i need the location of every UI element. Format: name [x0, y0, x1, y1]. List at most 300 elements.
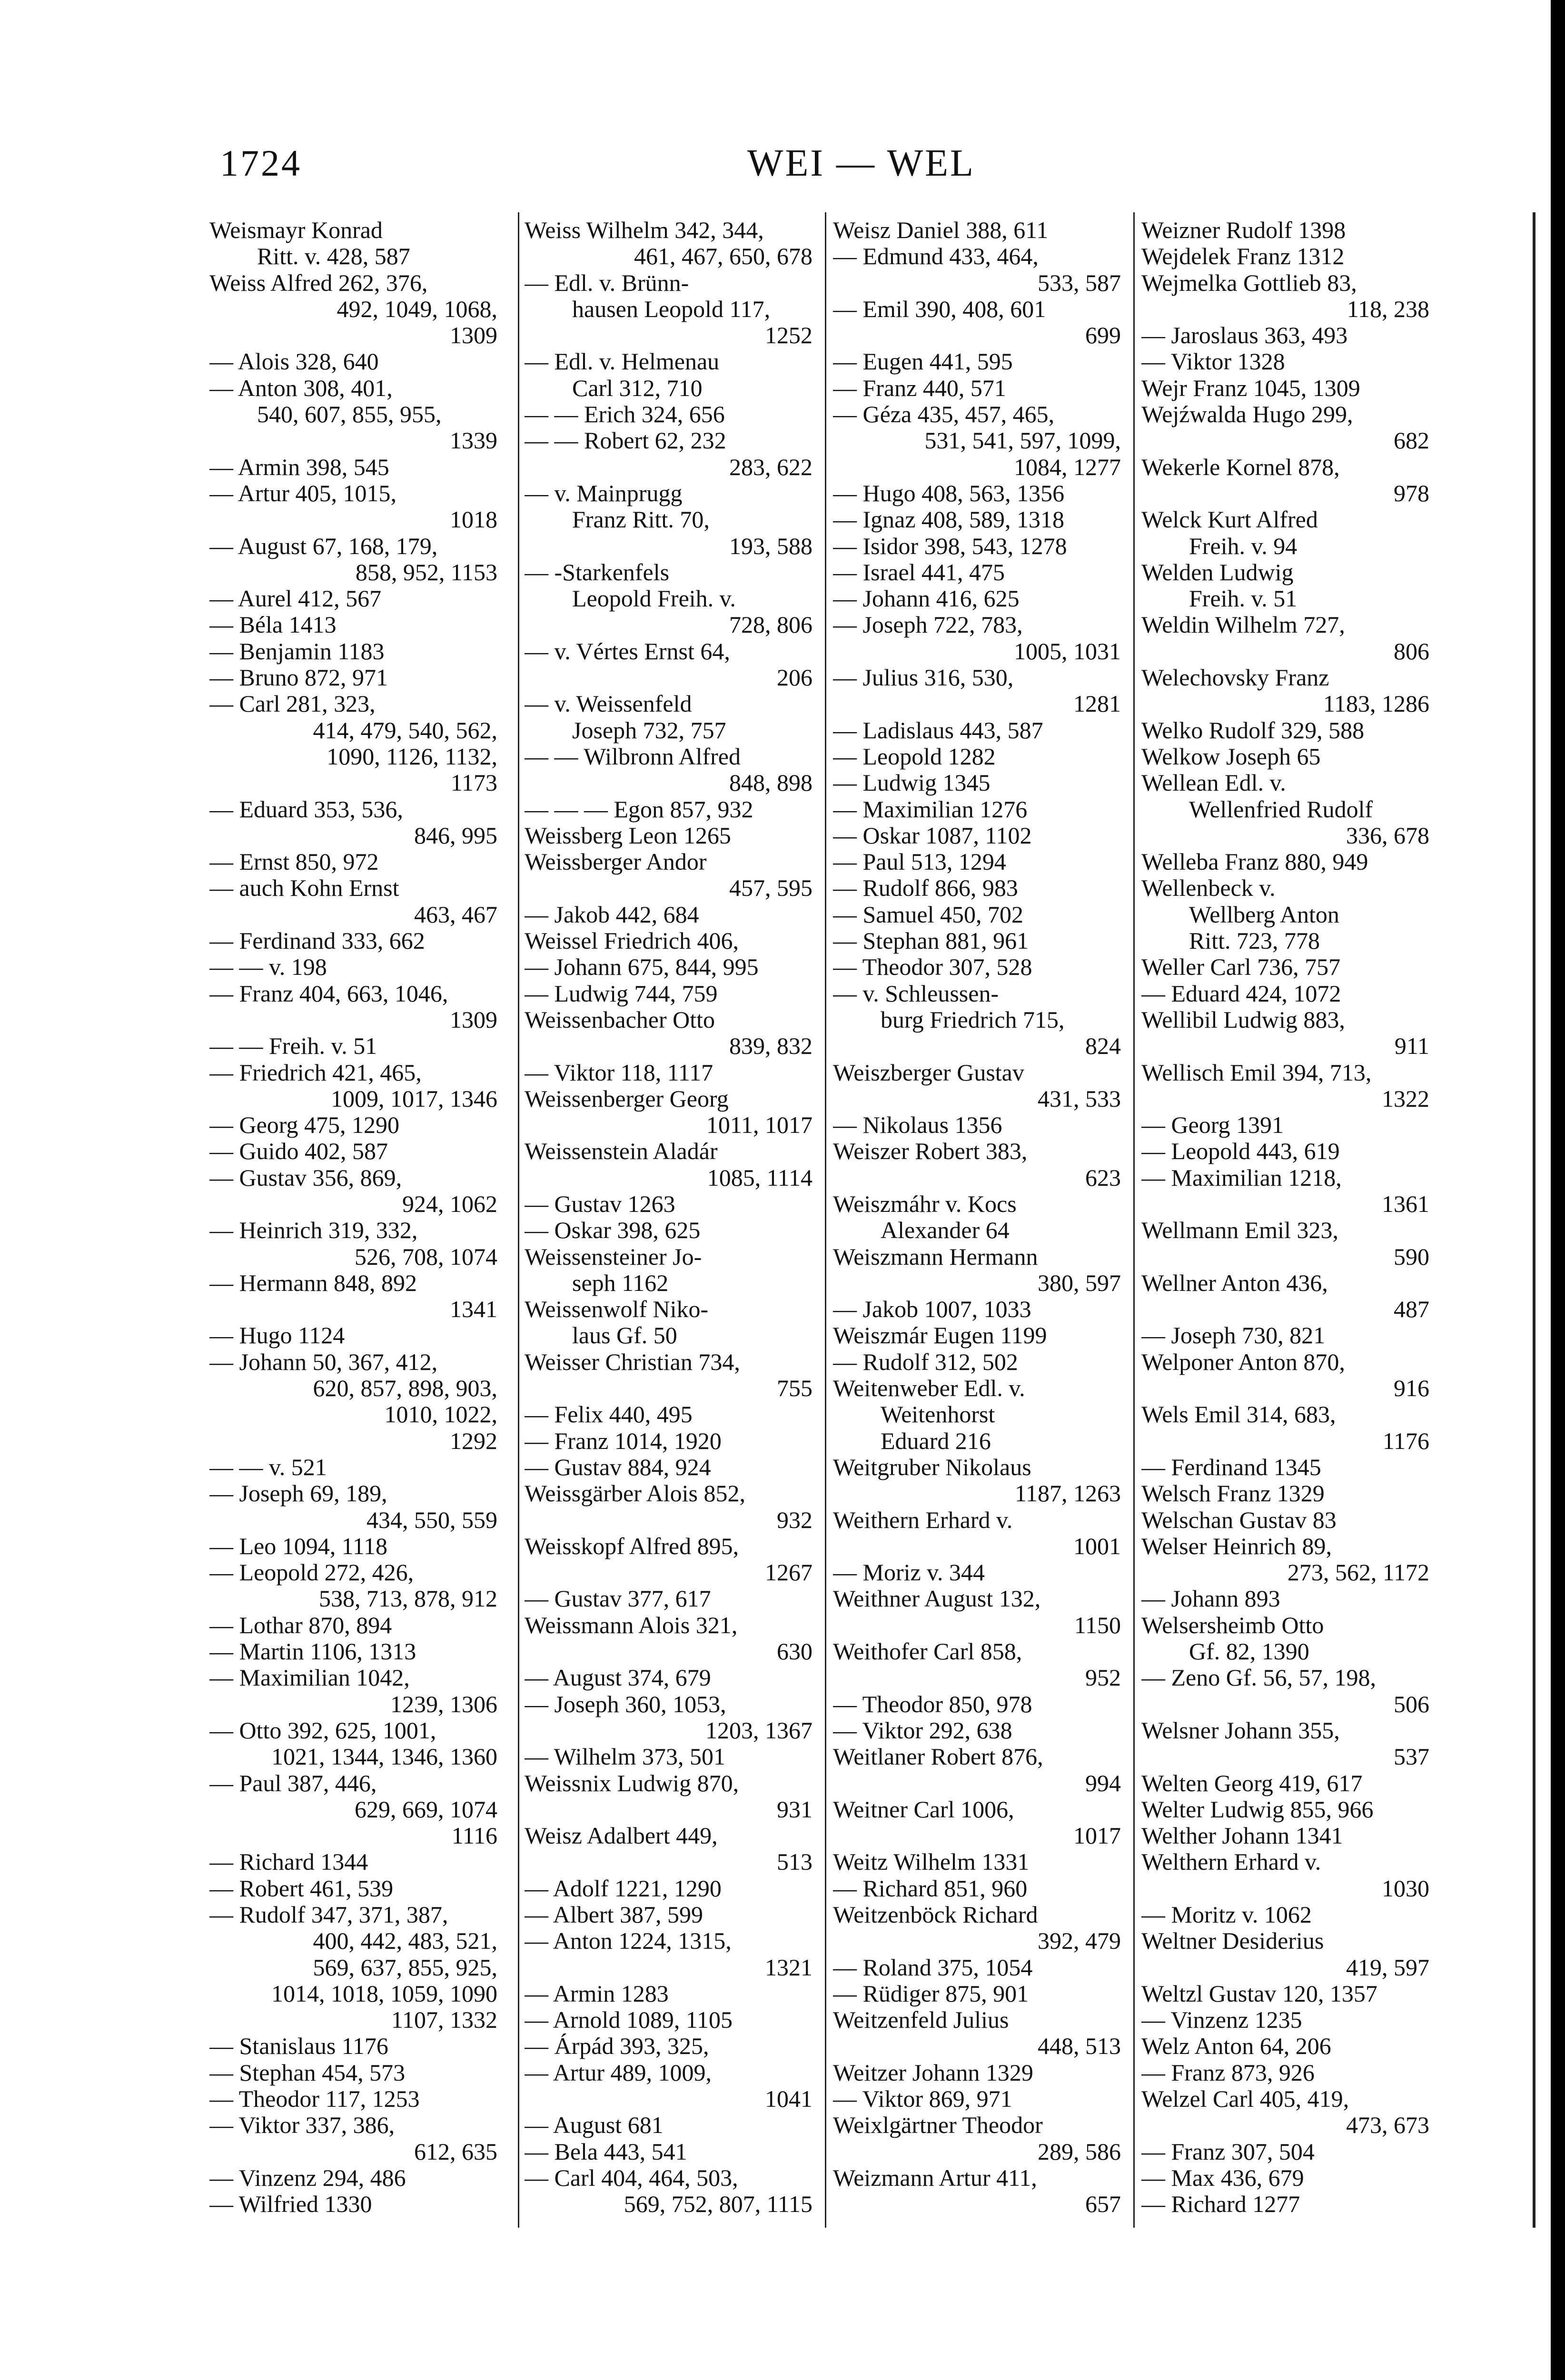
index-entry: Weitlaner Robert 876, [833, 1744, 1043, 1770]
index-entry: Weitner Carl 1006, [833, 1796, 1014, 1823]
index-entry: — Vinzenz 294, 486 [209, 2164, 406, 2191]
index-entry: — -Starkenfels [525, 559, 670, 585]
index-entry: Joseph 732, 757 [572, 717, 726, 744]
column-rule [825, 212, 826, 2228]
index-entry: — Leopold 272, 426, [209, 1559, 414, 1586]
index-entry-continuation: 1281 [1073, 691, 1121, 717]
index-entry: — Árpád 393, 325, [525, 2033, 709, 2060]
index-entry-continuation: 623 [1085, 1164, 1121, 1191]
index-entry-continuation: 531, 541, 597, 1099, [924, 427, 1121, 454]
index-entry: — August 67, 168, 179, [209, 533, 438, 559]
index-entry-continuation: 1030 [1382, 1875, 1429, 1902]
index-entry-continuation: 858, 952, 1153 [355, 559, 497, 585]
index-entry: Weismayr Konrad [209, 217, 383, 243]
index-entry: Weltner Desiderius [1141, 1928, 1324, 1954]
index-entry: — Wilfried 1330 [209, 2191, 372, 2218]
index-entry: Weissberger Andor [525, 849, 707, 875]
index-entry: Weissmann Alois 321, [525, 1612, 738, 1638]
index-entry: Wels Emil 314, 683, [1141, 1401, 1336, 1428]
index-entry: Welko Rudolf 329, 588 [1141, 717, 1365, 744]
index-entry: Welter Ludwig 855, 966 [1141, 1796, 1374, 1823]
index-entry: — Anton 1224, 1315, [525, 1928, 732, 1954]
index-entry: Weisz Daniel 388, 611 [833, 217, 1049, 243]
index-entry-continuation: 848, 898 [729, 770, 812, 796]
index-entry: Wellmann Emil 323, [1141, 1217, 1338, 1244]
index-entry: — Eduard 353, 536, [209, 796, 403, 823]
index-entry: Weissenwolf Niko- [525, 1296, 709, 1323]
index-entry-continuation: 1339 [450, 427, 497, 454]
index-entry-continuation: 682 [1394, 427, 1429, 454]
index-entry-continuation: 952 [1085, 1665, 1121, 1691]
index-entry: — Viktor 1328 [1141, 348, 1285, 375]
index-entry: — Rudolf 866, 983 [833, 875, 1018, 902]
index-entry: Wellean Edl. v. [1141, 770, 1286, 796]
index-entry-continuation: 839, 832 [729, 1033, 812, 1060]
index-entry-continuation: 473, 673 [1346, 2112, 1429, 2139]
index-entry: Welsch Franz 1329 [1141, 1480, 1325, 1507]
index-entry-continuation: 392, 479 [1038, 1928, 1121, 1954]
index-entry-continuation: 1090, 1126, 1132, [327, 743, 497, 770]
index-entry: — Samuel 450, 702 [833, 901, 1023, 928]
index-entry: — Viktor 869, 971 [833, 2086, 1012, 2112]
index-entry: Wellberg Anton [1189, 901, 1339, 928]
index-entry: — Stephan 454, 573 [209, 2059, 406, 2086]
index-entry-continuation: 336, 678 [1346, 822, 1429, 849]
index-entry: — Gustav 377, 617 [525, 1586, 711, 1612]
index-column-3 [833, 217, 1121, 2235]
index-entry: Weissenberger Georg [525, 1085, 729, 1112]
index-entry-continuation: 419, 597 [1346, 1954, 1429, 1981]
index-entry-continuation: 1173 [450, 770, 497, 796]
index-entry: — Artur 405, 1015, [209, 480, 397, 506]
index-entry-continuation: 1309 [450, 322, 497, 349]
index-entry: — Richard 851, 960 [833, 1875, 1028, 1902]
index-entry-continuation: 513 [777, 1849, 812, 1875]
index-entry-continuation: 487 [1394, 1296, 1429, 1323]
index-entry: — Johann 416, 625 [833, 585, 1020, 612]
index-entry: — Ladislaus 443, 587 [833, 717, 1043, 744]
index-entry: — Béla 1413 [209, 612, 337, 638]
index-entry-continuation: 118, 238 [1347, 296, 1429, 322]
index-entry: — Ferdinand 333, 662 [209, 928, 425, 954]
index-entry-continuation: 506 [1394, 1691, 1429, 1717]
index-entry: — Zeno Gf. 56, 57, 198, [1141, 1665, 1376, 1691]
index-entry: — — Robert 62, 232 [525, 427, 726, 454]
index-entry-continuation: 380, 597 [1038, 1269, 1121, 1296]
index-entry: — Hermann 848, 892 [209, 1269, 417, 1296]
index-entry: — Emil 390, 408, 601 [833, 296, 1046, 322]
index-entry: — Aurel 412, 567 [209, 585, 382, 612]
index-entry-continuation: 1107, 1332 [391, 2007, 497, 2033]
index-entry: — Artur 489, 1009, [525, 2059, 712, 2086]
index-column-4 [1141, 217, 1429, 2235]
index-entry: — Paul 513, 1294 [833, 849, 1006, 875]
index-entry-continuation: 1085, 1114 [707, 1164, 812, 1191]
index-entry: — Georg 1391 [1141, 1112, 1284, 1139]
index-entry: — Carl 404, 464, 503, [525, 2164, 738, 2191]
index-entry-continuation: 283, 622 [729, 454, 812, 480]
index-entry: Carl 312, 710 [572, 375, 703, 401]
index-entry: Weisz Adalbert 449, [525, 1823, 718, 1849]
index-entry: Weiszmár Eugen 1199 [833, 1322, 1047, 1349]
index-entry: Weitzenböck Richard [833, 1902, 1038, 1928]
index-entry: Weisser Christian 734, [525, 1349, 740, 1375]
index-entry: — Ludwig 1345 [833, 770, 991, 796]
index-entry: — Adolf 1221, 1290 [525, 1875, 722, 1902]
index-entry: Wejźwalda Hugo 299, [1141, 401, 1353, 428]
index-entry-continuation: 434, 550, 559 [366, 1507, 497, 1533]
index-entry: Wellenbeck v. [1141, 875, 1276, 902]
index-entry: Leopold Freih. v. [572, 585, 736, 612]
index-entry: — Hugo 1124 [209, 1322, 345, 1349]
index-entry-continuation: 994 [1085, 1770, 1121, 1796]
index-entry-continuation: 273, 562, 1172 [1287, 1559, 1429, 1586]
index-entry: — Guido 402, 587 [209, 1138, 388, 1165]
index-entry-continuation: 1309 [450, 1006, 497, 1033]
index-entry: — Gustav 356, 869, [209, 1164, 402, 1191]
index-entry-continuation: 1183, 1286 [1323, 691, 1429, 717]
index-entry: Welther Johann 1341 [1141, 1823, 1343, 1849]
index-entry-continuation: 1341 [450, 1296, 497, 1323]
index-entry-continuation: 492, 1049, 1068, [337, 296, 497, 322]
index-entry: — Armin 1283 [525, 1980, 669, 2007]
index-entry-continuation: 431, 533 [1038, 1085, 1121, 1112]
index-entry: — Theodor 850, 978 [833, 1691, 1032, 1717]
index-entry: — Moritz v. 1062 [1141, 1902, 1312, 1928]
index-entry: — Max 436, 679 [1141, 2164, 1304, 2191]
index-entry: Freih. v. 94 [1189, 533, 1298, 559]
index-entry-continuation: 1239, 1306 [390, 1691, 497, 1717]
index-entry-continuation: 699 [1085, 322, 1121, 349]
index-column-2 [525, 217, 812, 2235]
index-entry: — Gustav 1263 [525, 1190, 675, 1217]
index-entry: Weitenhorst [881, 1401, 995, 1428]
index-entry: Welechovsky Franz [1141, 664, 1329, 691]
index-entry-continuation: 846, 995 [414, 822, 497, 849]
index-entry-continuation: 457, 595 [729, 875, 812, 902]
index-entry-continuation: 533, 587 [1038, 269, 1121, 296]
index-entry: Weiss Alfred 262, 376, [209, 269, 428, 296]
page-number: 1724 [220, 142, 302, 184]
index-entry: — Julius 316, 530, [833, 664, 1014, 691]
index-entry-continuation: 1010, 1022, [384, 1401, 497, 1428]
index-entry: Eduard 216 [881, 1428, 991, 1454]
index-entry: Weitz Wilhelm 1331 [833, 1849, 1030, 1875]
index-entry-continuation: 193, 588 [729, 533, 812, 559]
index-entry-continuation: 448, 513 [1038, 2033, 1121, 2060]
index-entry: Ritt. 723, 778 [1189, 928, 1320, 954]
index-entry: Weiszer Robert 383, [833, 1138, 1028, 1165]
index-entry-continuation: 569, 637, 855, 925, [313, 1954, 497, 1981]
index-entry-continuation: 463, 467 [414, 901, 497, 928]
index-entry: Weissnix Ludwig 870, [525, 1770, 739, 1796]
index-entry-continuation: 1252 [765, 322, 812, 349]
index-entry: — Otto 392, 625, 1001, [209, 1717, 436, 1744]
index-entry: — Heinrich 319, 332, [209, 1217, 418, 1244]
index-entry: — Rüdiger 875, 901 [833, 1980, 1029, 2007]
index-entry: — — Freih. v. 51 [209, 1033, 377, 1060]
index-entry: — — v. 198 [209, 954, 327, 981]
index-entry-continuation: 1021, 1344, 1346, 1360 [271, 1744, 497, 1770]
index-entry: — Johann 675, 844, 995 [525, 954, 759, 981]
index-entry: — — Wilbronn Alfred [525, 743, 741, 770]
index-entry: Welkow Joseph 65 [1141, 743, 1321, 770]
index-entry: Welschan Gustav 83 [1141, 1507, 1337, 1533]
index-entry: — Franz 307, 504 [1141, 2138, 1315, 2165]
index-entry: — Jakob 442, 684 [525, 901, 699, 928]
index-entry-continuation: 537 [1394, 1744, 1429, 1770]
index-entry: seph 1162 [572, 1269, 669, 1296]
index-entry-continuation: 1005, 1031 [1014, 638, 1121, 664]
index-entry: — Paul 387, 446, [209, 1770, 377, 1796]
index-entry: — Franz 404, 663, 1046, [209, 980, 448, 1007]
index-entry: Welleba Franz 880, 949 [1141, 849, 1368, 875]
index-entry: Weissberg Leon 1265 [525, 822, 731, 849]
index-entry: — Maximilian 1042, [209, 1665, 410, 1691]
index-entry: — Hugo 408, 563, 1356 [833, 480, 1065, 506]
index-entry: — Richard 1277 [1141, 2191, 1300, 2218]
index-entry: Wellenfried Rudolf [1189, 796, 1373, 823]
index-entry-continuation: 1009, 1017, 1346 [331, 1085, 497, 1112]
index-entry-continuation: 1011, 1017 [706, 1112, 812, 1139]
index-entry: Freih. v. 51 [1189, 585, 1298, 612]
index-entry-continuation: 1322 [1382, 1085, 1429, 1112]
page-edge [1551, 0, 1565, 2380]
index-entry-continuation: 414, 479, 540, 562, [313, 717, 497, 744]
index-entry-continuation: 569, 752, 807, 1115 [624, 2191, 812, 2218]
index-entry: burg Friedrich 715, [881, 1006, 1065, 1033]
index-entry: — v. Weissenfeld [525, 691, 692, 717]
index-entry: Wejdelek Franz 1312 [1141, 243, 1345, 270]
index-entry: Weiszmáhr v. Kocs [833, 1190, 1017, 1217]
index-entry: Welthern Erhard v. [1141, 1849, 1321, 1875]
index-entry: Weissensteiner Jo- [525, 1243, 702, 1270]
index-entry: — August 374, 679 [525, 1665, 711, 1691]
index-entry: — Edl. v. Brünn- [525, 269, 689, 296]
index-entry: — Ernst 850, 972 [209, 849, 379, 875]
index-entry: — Eugen 441, 595 [833, 348, 1013, 375]
index-entry-continuation: 755 [777, 1375, 812, 1402]
index-entry: — Stephan 881, 961 [833, 928, 1029, 954]
index-entry: Weisskopf Alfred 895, [525, 1533, 739, 1559]
index-entry: Welck Kurt Alfred [1141, 506, 1318, 533]
index-entry: — Franz 440, 571 [833, 375, 1006, 401]
index-entry: Weitenweber Edl. v. [833, 1375, 1025, 1402]
index-entry: — Martin 1106, 1313 [209, 1638, 416, 1665]
index-entry-continuation: 1267 [765, 1559, 812, 1586]
index-entry: — Eduard 424, 1072 [1141, 980, 1341, 1007]
index-entry: — Joseph 730, 821 [1141, 1322, 1326, 1349]
index-entry: 540, 607, 855, 955, [257, 401, 442, 428]
index-entry: — Joseph 69, 189, [209, 1480, 387, 1507]
index-entry: — Géza 435, 457, 465, [833, 401, 1055, 428]
running-head: WEI — WEL [747, 142, 975, 184]
index-entry: Weithern Erhard v. [833, 1507, 1013, 1533]
index-entry-continuation: 461, 467, 650, 678 [634, 243, 812, 270]
index-entry: — — Erich 324, 656 [525, 401, 725, 428]
index-entry: — Ignaz 408, 589, 1318 [833, 506, 1065, 533]
index-entry: — Wilhelm 373, 501 [525, 1744, 726, 1770]
index-entry: Wekerle Kornel 878, [1141, 454, 1340, 480]
index-entry-continuation: 620, 857, 898, 903, [313, 1375, 497, 1402]
index-entry: Weitzer Johann 1329 [833, 2059, 1033, 2086]
index-entry: — Leo 1094, 1118 [209, 1533, 388, 1559]
index-entry: Alexander 64 [881, 1217, 1010, 1244]
index-entry-continuation: 728, 806 [729, 612, 812, 638]
index-entry: — Maximilian 1276 [833, 796, 1028, 823]
index-entry: — Roland 375, 1054 [833, 1954, 1033, 1981]
index-entry: Weltzl Gustav 120, 1357 [1141, 1980, 1377, 2007]
index-entry: — Maximilian 1218, [1141, 1164, 1342, 1191]
index-entry: Wellner Anton 436, [1141, 1269, 1328, 1296]
index-entry: Ritt. v. 428, 587 [257, 243, 410, 270]
index-column-1 [209, 217, 497, 2235]
index-entry: Welsner Johann 355, [1141, 1717, 1340, 1744]
index-entry-continuation: 1321 [765, 1954, 812, 1981]
index-entry-continuation: 924, 1062 [402, 1190, 497, 1217]
index-entry: — Rudolf 312, 502 [833, 1349, 1018, 1375]
index-entry-continuation: 1292 [450, 1428, 497, 1454]
index-entry-continuation: 1150 [1074, 1612, 1121, 1638]
index-entry: Weixlgärtner Theodor [833, 2112, 1043, 2139]
index-entry: Weissenstein Aladár [525, 1138, 718, 1165]
index-entry: Welponer Anton 870, [1141, 1349, 1345, 1375]
index-entry: — Bela 443, 541 [525, 2138, 687, 2165]
index-entry: Gf. 82, 1390 [1189, 1638, 1309, 1665]
column-rule [518, 212, 519, 2228]
index-entry: — Israel 441, 475 [833, 559, 1005, 585]
index-entry: Wellisch Emil 394, 713, [1141, 1059, 1372, 1086]
index-entry: — August 681 [525, 2112, 664, 2139]
index-entry-continuation: 1017 [1073, 1823, 1121, 1849]
index-entry: Welten Georg 419, 617 [1141, 1770, 1363, 1796]
index-entry: — Oskar 398, 625 [525, 1217, 701, 1244]
index-entry: — Ludwig 744, 759 [525, 980, 718, 1007]
index-entry: — Stanislaus 1176 [209, 2033, 388, 2060]
index-entry-continuation: 824 [1085, 1033, 1121, 1060]
index-entry: — Edl. v. Helmenau [525, 348, 720, 375]
page-border-rule [1533, 212, 1535, 2228]
index-entry: — auch Kohn Ernst [209, 875, 399, 902]
index-entry: — Joseph 360, 1053, [525, 1691, 726, 1717]
index-entry: Weissel Friedrich 406, [525, 928, 739, 954]
index-entry-continuation: 657 [1085, 2191, 1121, 2218]
index-entry: — Viktor 118, 1117 [525, 1059, 713, 1086]
index-entry: — Richard 1344 [209, 1849, 368, 1875]
index-entry-continuation: 612, 635 [414, 2138, 497, 2165]
index-entry: — Jakob 1007, 1033 [833, 1296, 1031, 1323]
index-entry: — Viktor 337, 386, [209, 2112, 395, 2139]
index-entry-continuation: 526, 708, 1074 [355, 1243, 497, 1270]
index-entry: Weldin Wilhelm 727, [1141, 612, 1345, 638]
index-entry: Weller Carl 736, 757 [1141, 954, 1341, 981]
index-entry-continuation: 1018 [450, 506, 497, 533]
index-entry: laus Gf. 50 [572, 1322, 677, 1349]
index-entry: — Gustav 884, 924 [525, 1454, 711, 1480]
index-entry: — Johann 50, 367, 412, [209, 1349, 438, 1375]
index-entry-continuation: 911 [1394, 1033, 1429, 1060]
index-entry: — Alois 328, 640 [209, 348, 379, 375]
index-entry: Weissgärber Alois 852, [525, 1480, 745, 1507]
index-entry: — Vinzenz 1235 [1141, 2007, 1302, 2033]
index-entry-continuation: 206 [777, 664, 812, 691]
index-entry: — Joseph 722, 783, [833, 612, 1023, 638]
index-entry-continuation: 629, 669, 1074 [355, 1796, 497, 1823]
index-entry: Wellibil Ludwig 883, [1141, 1006, 1345, 1033]
index-entry: — Theodor 307, 528 [833, 954, 1032, 981]
index-entry: — Johann 893 [1141, 1586, 1280, 1612]
column-rule [1133, 212, 1135, 2228]
index-entry: — Armin 398, 545 [209, 454, 389, 480]
index-entry: — Moriz v. 344 [833, 1559, 985, 1586]
index-entry: — Isidor 398, 543, 1278 [833, 533, 1067, 559]
index-entry: — Rudolf 347, 371, 387, [209, 1902, 448, 1928]
index-entry: Welser Heinrich 89, [1141, 1533, 1332, 1559]
index-entry-continuation: 978 [1394, 480, 1429, 506]
index-entry: — — v. 521 [209, 1454, 327, 1480]
index-entry: — Felix 440, 495 [525, 1401, 693, 1428]
index-entry: Weithner August 132, [833, 1586, 1041, 1612]
index-entry: — Anton 308, 401, [209, 375, 393, 401]
index-entry: — v. Vértes Ernst 64, [525, 638, 730, 664]
index-entry: — Lothar 870, 894 [209, 1612, 392, 1638]
index-entry-continuation: 1187, 1263 [1014, 1480, 1121, 1507]
index-entry: — Bruno 872, 971 [209, 664, 388, 691]
index-entry: Weitgruber Nikolaus [833, 1454, 1031, 1480]
index-entry: Welsersheimb Otto [1141, 1612, 1324, 1638]
index-entry-continuation: 1001 [1073, 1533, 1121, 1559]
index-entry-continuation: 289, 586 [1038, 2138, 1121, 2165]
index-entry-continuation: 916 [1394, 1375, 1429, 1402]
index-entry-continuation: 1116 [451, 1823, 497, 1849]
index-entry: — Robert 461, 539 [209, 1875, 394, 1902]
index-entry: Weiszberger Gustav [833, 1059, 1024, 1086]
index-entry: — Ferdinand 1345 [1141, 1454, 1321, 1480]
index-entry: Weitzenfeld Julius [833, 2007, 1009, 2033]
index-entry-continuation: 931 [777, 1796, 812, 1823]
index-entry: — Viktor 292, 638 [833, 1717, 1012, 1744]
index-entry: — Benjamin 1183 [209, 638, 385, 664]
index-entry: — Friedrich 421, 465, [209, 1059, 422, 1086]
index-entry-continuation: 1084, 1277 [1014, 454, 1121, 480]
index-entry: — Franz 873, 926 [1141, 2059, 1315, 2086]
index-entry-continuation: 630 [777, 1638, 812, 1665]
index-entry: Wejr Franz 1045, 1309 [1141, 375, 1360, 401]
index-entry-continuation: 400, 442, 483, 521, [313, 1928, 497, 1954]
index-entry: — Franz 1014, 1920 [525, 1428, 722, 1454]
index-entry: — v. Schleussen- [833, 980, 999, 1007]
index-entry-continuation: 1041 [765, 2086, 812, 2112]
index-entry: Welden Ludwig [1141, 559, 1294, 585]
index-entry: — Leopold 1282 [833, 743, 996, 770]
index-entry: — Georg 475, 1290 [209, 1112, 400, 1139]
index-entry: — v. Mainprugg [525, 480, 683, 506]
index-entry: Weiszmann Hermann [833, 1243, 1038, 1270]
index-entry-continuation: 806 [1394, 638, 1429, 664]
index-entry: — Oskar 1087, 1102 [833, 822, 1032, 849]
index-entry-continuation: 1176 [1382, 1428, 1429, 1454]
index-entry: Welz Anton 64, 206 [1141, 2033, 1331, 2060]
index-entry-continuation: 590 [1394, 1243, 1429, 1270]
index-entry: — Albert 387, 599 [525, 1902, 703, 1928]
index-entry: Weizner Rudolf 1398 [1141, 217, 1346, 243]
index-entry: Weithofer Carl 858, [833, 1638, 1022, 1665]
index-entry: hausen Leopold 117, [572, 296, 771, 322]
index-entry: Weissenbacher Otto [525, 1006, 715, 1033]
index-entry: — Edmund 433, 464, [833, 243, 1039, 270]
index-entry: — Jaroslaus 363, 493 [1141, 322, 1348, 349]
index-entry-continuation: 1203, 1367 [705, 1717, 812, 1744]
